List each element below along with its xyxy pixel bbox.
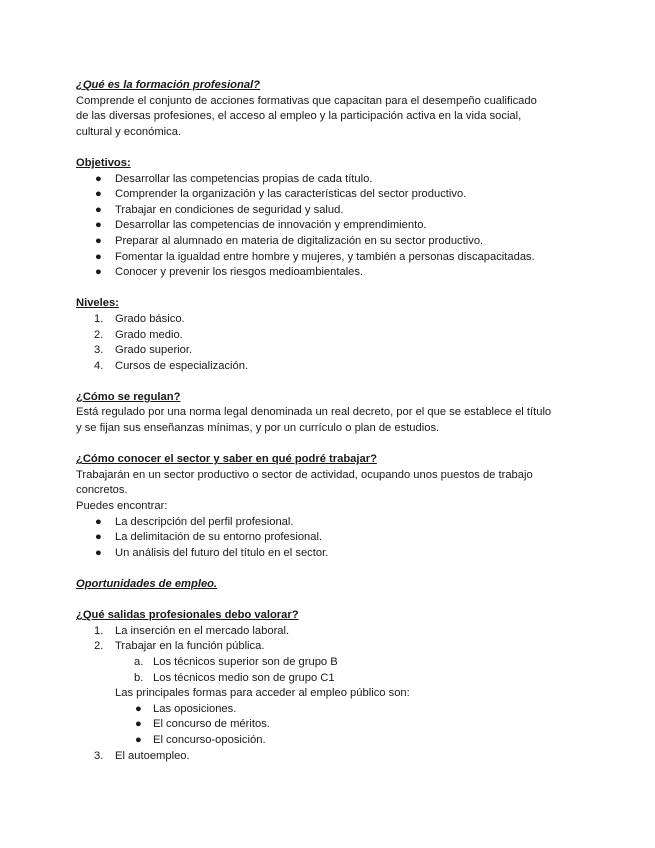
heading-salidas: ¿Qué salidas profesionales debo valorar?	[76, 609, 299, 622]
list-item: ● La descripción del perfil profesional.	[76, 515, 596, 531]
bullet-icon: ●	[135, 718, 142, 731]
bullet-icon: ●	[95, 203, 102, 216]
list-item: ● Un análisis del futuro del título en el sector.	[76, 546, 596, 562]
bullet-icon: ●	[95, 531, 102, 544]
regulan-line-2: y se fijan sus enseñanzas mínimas, y por un currículo o plan de estudios.	[76, 422, 440, 435]
list-item: ● Conocer y prevenir los riesgos medioambientales.	[76, 265, 596, 281]
bullet-icon: ●	[95, 234, 102, 247]
list-item: 1. Grado básico.	[94, 312, 185, 325]
list-item: ● Trabajar en condiciones de seguridad y salud.	[76, 203, 596, 219]
bullet-icon: ●	[95, 546, 102, 559]
formacion-line-2: de las diversas profesiones, el acceso al empleo y la participación activa en la vida social,	[76, 110, 522, 123]
document-content	[76, 78, 596, 764]
sector-line-1: Trabajarán en un sector productivo o sector de actividad, ocupando unos puestos de trabajo	[76, 468, 533, 481]
list-item: ● Desarrollar las competencias propias de cada título.	[76, 172, 596, 188]
grupos-sublist	[76, 655, 596, 686]
list-item: ● Preparar al alumnado en materia de digitalización en su sector productivo.	[76, 234, 596, 250]
bullet-icon: ●	[95, 188, 102, 201]
list-item: 3. Grado superior.	[94, 344, 193, 357]
heading-niveles: Niveles:	[76, 297, 119, 310]
regulan-line-1: Está regulado por una norma legal denominada un real decreto, por el que se establece el título	[76, 406, 552, 419]
salidas-list-cont	[76, 749, 596, 765]
list-item: 3. El autoempleo.	[94, 749, 190, 762]
list-item: 4. Cursos de especialización.	[94, 359, 249, 372]
list-item: ● Desarrollar las competencias de innovación y emprendimiento.	[76, 218, 596, 234]
sector-line-3: Puedes encontrar:	[76, 500, 168, 513]
bullet-icon: ●	[95, 515, 102, 528]
list-item: 2. Trabajar en la función pública.	[94, 640, 265, 653]
sector-list	[76, 515, 596, 562]
list-item: ● Comprender la organización y las características del sector productivo.	[76, 187, 596, 203]
bullet-icon: ●	[135, 733, 142, 746]
list-item: 2. Grado medio.	[94, 328, 183, 341]
formacion-line-3: cultural y económica.	[76, 125, 182, 138]
objetivos-list	[76, 172, 596, 281]
heading-sector: ¿Cómo conocer el sector y saber en qué podré trabajar?	[76, 453, 377, 466]
list-item: 1. La inserción en el mercado laboral.	[94, 624, 290, 637]
bullet-icon: ●	[95, 172, 102, 185]
list-item: ● Fomentar la igualdad entre hombre y mujeres, y también a personas discapacitadas.	[76, 250, 596, 266]
list-item: ● El concurso de méritos.	[76, 717, 596, 733]
heading-formacion: ¿Qué es la formación profesional?	[76, 79, 261, 91]
formas-list	[76, 702, 596, 749]
heading-oportunidades: Oportunidades de empleo.	[76, 578, 218, 590]
list-item: ● El concurso-oposición.	[76, 733, 596, 749]
heading-regulan: ¿Cómo se regulan?	[76, 390, 181, 403]
sector-line-2: concretos.	[76, 484, 128, 497]
list-item: ● La delimitación de su entorno profesional.	[76, 530, 596, 546]
formas-intro: Las principales formas para acceder al empleo público son:	[115, 687, 410, 700]
bullet-icon: ●	[135, 702, 142, 715]
niveles-list	[76, 312, 596, 374]
bullet-icon: ●	[95, 250, 102, 263]
formacion-line-1: Comprende el conjunto de acciones formativas que capacitan para el desempeño cualificado	[76, 94, 537, 107]
salidas-list	[76, 624, 596, 655]
list-item: b. Los técnicos medio son de grupo C1	[134, 671, 335, 684]
heading-objetivos: Objetivos:	[76, 156, 131, 169]
list-item: a. Los técnicos superior son de grupo B	[134, 655, 338, 668]
list-item: ● Las oposiciones.	[76, 702, 596, 718]
bullet-icon: ●	[95, 219, 102, 232]
bullet-icon: ●	[95, 266, 102, 279]
